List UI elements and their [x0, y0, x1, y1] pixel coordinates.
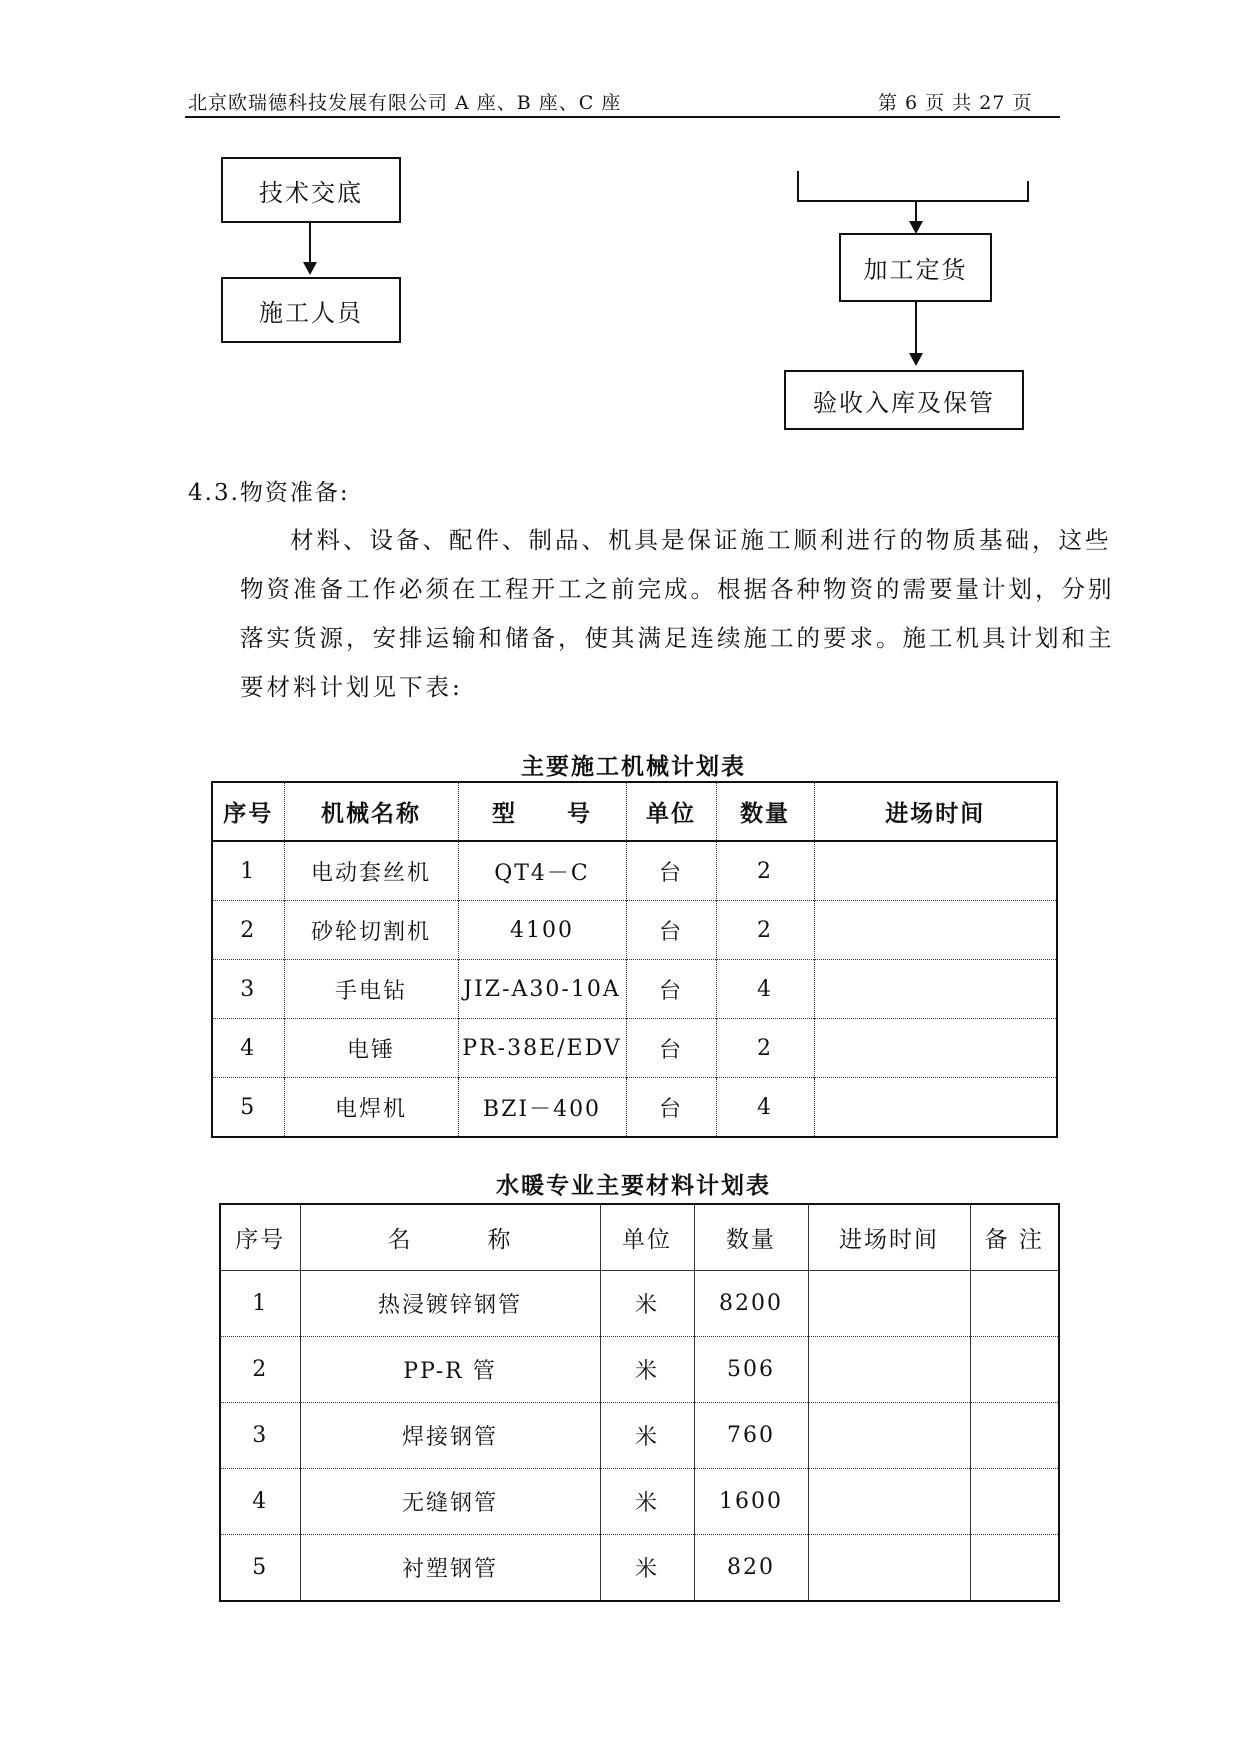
table-cell: 4 — [212, 1019, 284, 1078]
table-cell — [808, 1271, 970, 1337]
table-cell: 衬塑钢管 — [300, 1535, 600, 1602]
header-cell: 数量 — [716, 782, 814, 841]
header-page-number: 第 6 页 共 27 页 — [878, 92, 1033, 114]
table-row — [220, 1535, 1059, 1602]
header-cell: 序号 — [212, 782, 284, 841]
table-cell: 4 — [716, 960, 814, 1019]
flow-connector — [915, 200, 917, 223]
flow-box-label: 施工人员 — [259, 298, 363, 327]
table-cell — [808, 1469, 970, 1535]
table-cell: 台 — [626, 960, 716, 1019]
table-row — [220, 1337, 1059, 1403]
table-row — [220, 1403, 1059, 1469]
section-title: 4.3.物资准备: — [188, 480, 350, 506]
table-cell: 米 — [600, 1337, 694, 1403]
table-cell — [814, 960, 1057, 1019]
arrow-down-icon — [909, 353, 923, 366]
table-cell — [970, 1271, 1059, 1337]
header-cell: 机械名称 — [284, 782, 458, 841]
table-cell: JIZ-A30-10A — [458, 960, 626, 1019]
materials-table-title: 水暖专业主要材料计划表 — [496, 1172, 771, 1199]
table-row — [212, 1078, 1057, 1138]
table-cell — [970, 1469, 1059, 1535]
table-cell: 台 — [626, 901, 716, 960]
arrow-down-icon — [303, 262, 317, 275]
table-cell: 手电钻 — [284, 960, 458, 1019]
table-header-row — [220, 1204, 1059, 1271]
table-cell: 电焊机 — [284, 1078, 458, 1138]
paragraph-line: 要材料计划见下表: — [240, 673, 463, 701]
table-cell: 砂轮切割机 — [284, 901, 458, 960]
table-cell: 热浸镀锌钢管 — [300, 1271, 600, 1337]
table-cell: 米 — [600, 1535, 694, 1602]
table-cell — [814, 841, 1057, 901]
paragraph-line: 落实货源，安排运输和储备，使其满足连续施工的要求。施工机具计划和主 — [240, 624, 1115, 652]
table-cell: 2 — [716, 1019, 814, 1078]
table-cell: 4 — [220, 1469, 300, 1535]
table-cell: 电锤 — [284, 1019, 458, 1078]
table-cell: 台 — [626, 1019, 716, 1078]
header-cell: 进场时间 — [808, 1204, 970, 1271]
flow-box-acceptance-storage — [784, 370, 1024, 430]
table-cell — [808, 1535, 970, 1602]
table-cell — [808, 1337, 970, 1403]
table-cell: BZI－400 — [458, 1078, 626, 1138]
table-cell: 760 — [694, 1403, 808, 1469]
header-cell: 备 注 — [970, 1204, 1059, 1271]
header-rule — [185, 116, 1060, 118]
table-cell: 米 — [600, 1469, 694, 1535]
machinery-table-title: 主要施工机械计划表 — [521, 753, 746, 780]
table-cell: 无缝钢管 — [300, 1469, 600, 1535]
table-cell: 电动套丝机 — [284, 841, 458, 901]
header-cell: 单位 — [626, 782, 716, 841]
flow-box-construction-staff — [221, 277, 401, 343]
header-cell: 数量 — [694, 1204, 808, 1271]
paragraph-line: 物资准备工作必须在工程开工之前完成。根据各种物资的需要量计划，分别 — [240, 575, 1115, 603]
table-cell — [970, 1403, 1059, 1469]
table-cell: PR-38E/EDV — [458, 1019, 626, 1078]
table-cell: 2 — [716, 841, 814, 901]
table-row — [220, 1271, 1059, 1337]
table-cell: 506 — [694, 1337, 808, 1403]
flow-bracket-bottom — [797, 200, 1029, 202]
table-row — [220, 1469, 1059, 1535]
header-cell: 序号 — [220, 1204, 300, 1271]
table-cell: 米 — [600, 1271, 694, 1337]
flow-box-processing-order — [839, 233, 992, 302]
header-company: 北京欧瑞德科技发展有限公司 A 座、B 座、C 座 — [188, 92, 622, 114]
flow-bracket-right — [1027, 181, 1029, 201]
header-cell: 型 号 — [458, 782, 626, 841]
table-cell: QT4－C — [458, 841, 626, 901]
paragraph-line: 材料、设备、配件、制品、机具是保证施工顺利进行的物质基础，这些 — [290, 526, 1112, 554]
flow-box-technical-briefing — [221, 157, 401, 223]
flow-bracket-left — [797, 171, 799, 201]
table-cell: 米 — [600, 1403, 694, 1469]
table-cell: 3 — [220, 1403, 300, 1469]
table-row — [212, 1019, 1057, 1078]
table-cell: 2 — [220, 1337, 300, 1403]
table-cell: 1600 — [694, 1469, 808, 1535]
table-cell: 1 — [220, 1271, 300, 1337]
table-cell: 820 — [694, 1535, 808, 1602]
header-cell: 进场时间 — [814, 782, 1057, 841]
table-cell: PP-R 管 — [300, 1337, 600, 1403]
flow-box-label: 验收入库及保管 — [813, 388, 995, 417]
table-header-row — [212, 782, 1057, 841]
table-cell: 焊接钢管 — [300, 1403, 600, 1469]
table-cell: 2 — [716, 901, 814, 960]
table-cell: 1 — [212, 841, 284, 901]
table-row — [212, 841, 1057, 901]
machinery-table — [211, 781, 1058, 1138]
table-cell: 3 — [212, 960, 284, 1019]
table-cell: 4 — [716, 1078, 814, 1138]
table-cell — [970, 1535, 1059, 1602]
header-cell: 单位 — [600, 1204, 694, 1271]
table-row — [212, 901, 1057, 960]
table-cell: 2 — [212, 901, 284, 960]
table-cell — [814, 1019, 1057, 1078]
table-row — [212, 960, 1057, 1019]
flow-connector — [309, 223, 311, 264]
table-cell: 4100 — [458, 901, 626, 960]
table-cell — [814, 1078, 1057, 1138]
table-cell — [814, 901, 1057, 960]
materials-table — [219, 1203, 1060, 1602]
header-cell: 名 称 — [300, 1204, 600, 1271]
table-cell: 8200 — [694, 1271, 808, 1337]
section-paragraph — [240, 516, 1115, 712]
flow-connector — [915, 302, 917, 355]
table-cell: 5 — [212, 1078, 284, 1138]
table-cell — [808, 1403, 970, 1469]
table-cell — [970, 1337, 1059, 1403]
table-cell: 台 — [626, 1078, 716, 1138]
flow-box-label: 加工定货 — [863, 256, 968, 284]
table-cell: 台 — [626, 841, 716, 901]
flow-box-label: 技术交底 — [259, 178, 363, 207]
table-cell: 5 — [220, 1535, 300, 1602]
